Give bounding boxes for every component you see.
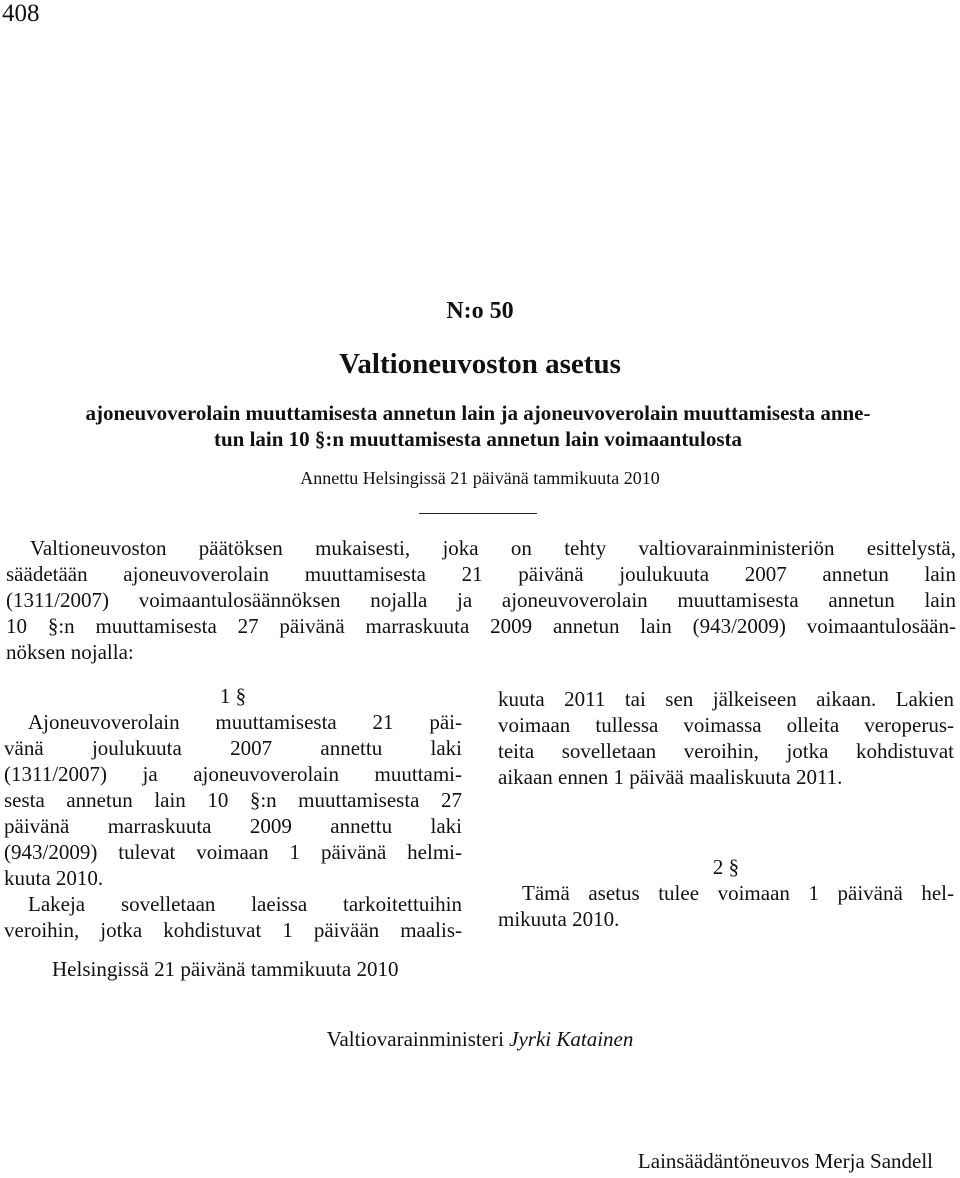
minister-title: Valtiovarainministeri [326,1027,504,1051]
section-2-line: mikuuta 2010. [498,907,620,931]
document-title: Valtioneuvoston asetus [339,348,621,380]
section-1-line: päivänä marraskuuta 2009 annettu laki [4,814,462,838]
document-subtitle [4,400,952,452]
section-2-line: Tämä asetus tulee voimaan 1 päivänä hel- [522,881,954,905]
section-1-continuation [498,686,954,790]
subtitle-line: tun lain 10 §:n muuttamisesta annetun lain voimaantulosta [213,427,742,451]
section-2 [498,854,954,932]
preamble-line: (1311/2007) voimaantulosäännöksen nojalla ja ajoneuvoverolain muuttamisesta annetun lain [6,588,956,612]
preamble-line: Valtioneuvoston päätöksen mukaisesti, joka on tehty valtiovarainministeriön esittelystä, [30,536,956,560]
page-number: 408 [2,0,40,27]
minister-name: Jyrki Katainen [509,1027,634,1051]
section-1-line: (1311/2007) ja ajoneuvoverolain muuttami- [4,762,462,786]
section-1-line: sesta annetun lain 10 §:n muuttamisesta 27 [4,788,462,812]
section-1-line: aikaan ennen 1 päivää maaliskuuta 2011. [498,765,843,789]
section-1-line: Lakeja sovelletaan laeissa tarkoitettuihin [28,892,462,916]
section-1-line: kuuta 2010. [4,866,104,890]
subtitle-line: ajoneuvoverolain muuttamisesta annetun lain ja ajoneuvoverolain muuttamisesta anne- [85,401,871,425]
section-1-line: teita sovelletaan veroihin, jotka kohdistuvat [498,739,954,763]
statute-number: N:o 50 [446,298,514,324]
preamble [6,535,956,665]
divider-rule [419,513,537,514]
section-1-line: veroihin, jotka kohdistuvat 1 päivään maalis- [4,918,462,942]
preamble-line: nöksen nojalla: [6,640,134,664]
issued-line: Annettu Helsingissä 21 päivänä tammikuuta 2010 [300,468,660,488]
minister-signature [0,1027,960,1052]
section-1-line: kuuta 2011 tai sen jälkeiseen aikaan. Lakien [498,687,954,711]
section-1-line: (943/2009) tulevat voimaan 1 päivänä helmi- [4,840,462,864]
section-1-line: voimaan tullessa voimassa olleita veroperus- [498,713,954,737]
section-1-line: vänä joulukuuta 2007 annettu laki [4,736,462,760]
preamble-line: säädetään ajoneuvoverolain muuttamisesta 21 päivänä joulukuuta 2007 annetun lain [6,562,956,586]
counsellor-signature: Lainsäädäntöneuvos Merja Sandell [637,1149,933,1173]
section-1-column [4,683,462,943]
section-1-heading: 1 § [219,684,247,708]
place-and-date: Helsingissä 21 päivänä tammikuuta 2010 [52,957,399,981]
section-2-heading: 2 § [712,855,740,879]
section-1-line: Ajoneuvoverolain muuttamisesta 21 päi- [28,710,462,734]
preamble-line: 10 §:n muuttamisesta 27 päivänä marraskuuta 2009 annetun lain (943/2009) voimaantulosään- [6,614,956,638]
